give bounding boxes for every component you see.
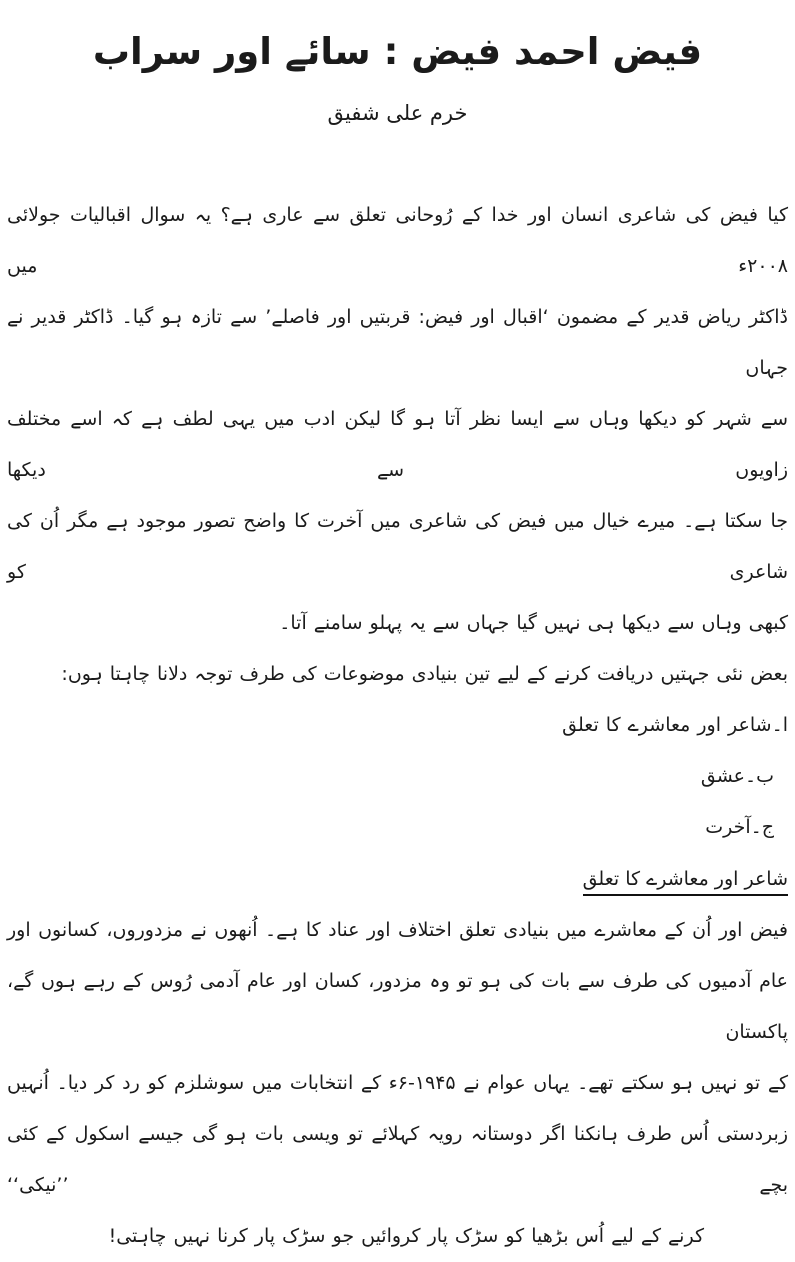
text-line: جا سکتا ہے۔ میرے خیال میں فیض کی شاعری میں آخرت کا واضح تصور موجود ہے مگر اُن کی شاعری کو xyxy=(7,510,788,583)
text-line: ا۔شاعر اور معاشرے کا تعلق xyxy=(562,714,788,736)
text-line: سے شہر کو دیکھا وہاں سے ایسا نظر آتا ہو گا لیکن ادب میں یہی لطف ہے کہ اسے مختلف زاویوں سے دیکھا xyxy=(7,408,788,481)
note-paragraph xyxy=(7,649,788,700)
section-heading-row xyxy=(7,853,788,905)
article-body xyxy=(7,190,788,1262)
text-line: کیا فیض کی شاعری انسان اور خدا کے رُوحانی تعلق سے عاری ہے؟ یہ سوال اقبالیات جولائی ۲۰۰۸ء میں xyxy=(7,204,788,277)
text-line: ب۔عشق xyxy=(700,765,774,787)
text-line: زبردستی اُس طرف ہانکنا اگر دوستانہ رویہ کہلائے تو ویسی بات ہو گی جیسے اسکول کے کئی بچے ’’نیکی‘‘ xyxy=(7,1123,788,1196)
text-line: ڈاکٹر ریاض قدیر کے مضمون ‘اقبال اور فیض: قربتیں اور فاصلے’ سے تازہ ہو گیا۔ ڈاکٹر قدیر نے جہاں xyxy=(7,306,788,379)
text-line: بعض نئی جہتیں دریافت کرنے کے لیے تین بنیادی موضوعات کی طرف توجہ دلانا چاہتا ہوں: xyxy=(61,663,788,685)
topics-list xyxy=(7,700,788,853)
section-paragraph xyxy=(7,905,788,1262)
intro-paragraph xyxy=(7,190,788,649)
text-line: کبھی وہاں سے دیکھا ہی نہیں گیا جہاں سے یہ پہلو سامنے آتا۔ xyxy=(279,612,788,634)
text-line: ج۔آخرت xyxy=(705,816,774,838)
article-title: فیض احمد فیض : سائے اور سراب xyxy=(92,30,703,73)
text-line: کے تو نہیں ہو سکتے تھے۔ یہاں عوام نے ۱۹۴۵-۶ء کے انتخابات میں سوشلزم کو رد کر دیا۔ اُنہیں xyxy=(7,1072,788,1094)
text-line: کرنے کے لیے اُس بڑھیا کو سڑک پار کروائیں جو سڑک پار کرنا نہیں چاہتی! xyxy=(108,1225,704,1247)
text-line: فیض اور اُن کے معاشرے میں بنیادی تعلق اختلاف اور عناد کا ہے۔ اُنھوں نے مزدوروں، کسانوں اور xyxy=(7,919,788,941)
section-heading: شاعر اور معاشرے کا تعلق xyxy=(583,868,788,896)
article-author: خرم علی شفیق xyxy=(327,101,468,125)
text-line: عام آدمیوں کی طرف سے بات کی ہو تو وہ مزدور، کسان اور عام آدمی رُوس کے رہے ہوں گے، پاکستان xyxy=(7,970,788,1043)
